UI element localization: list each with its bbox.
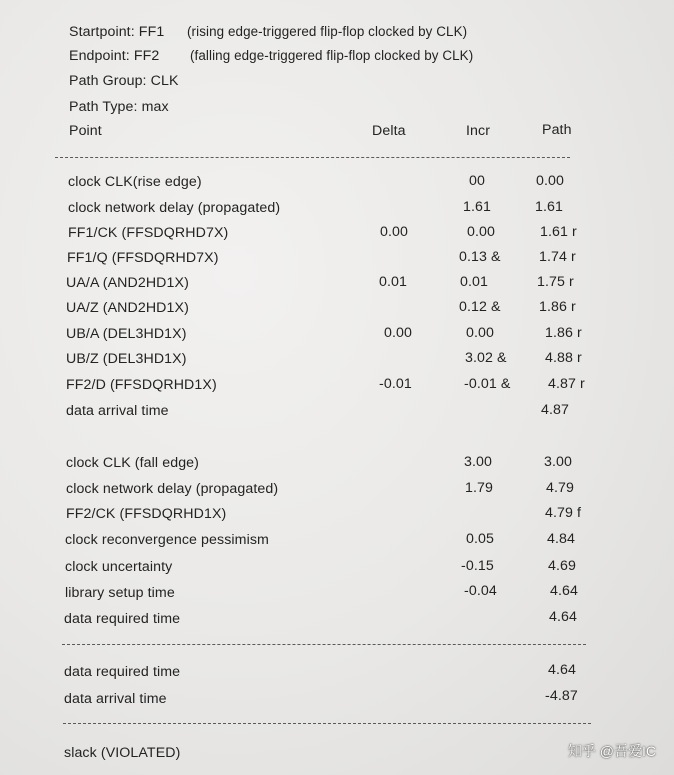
table-row-point: FF2/D (FFSDQRHD1X) [66, 377, 217, 393]
table-row-path: 4.84 [547, 531, 576, 547]
table-row-path: 3.00 [544, 454, 573, 470]
table-row-incr: 0.00 [466, 325, 495, 341]
table-row-point: clock network delay (propagated) [66, 481, 279, 497]
summary-required-label: data required time [64, 664, 181, 680]
table-row-point: clock CLK (fall edge) [66, 455, 199, 471]
endpoint-note: (falling edge-triggered flip-flop clocked by CLK) [190, 48, 474, 63]
data-required-time-value: 4.64 [549, 609, 578, 625]
table-row-incr: 00 [469, 173, 485, 189]
table-row-incr: -0.04 [464, 583, 497, 599]
table-row-incr: 0.12 & [459, 299, 501, 315]
table-row-point: UA/A (AND2HD1X) [66, 275, 189, 291]
table-row-incr: -0.01 & [464, 376, 511, 392]
table-row-delta: 0.01 [379, 274, 408, 290]
table-row-path: 1.75 r [537, 274, 574, 290]
column-header-point: Point [69, 123, 102, 139]
summary-arrival-label: data arrival time [64, 691, 167, 707]
slack-label: slack (VIOLATED) [64, 745, 181, 761]
data-arrival-time-label: data arrival time [66, 403, 169, 419]
required-divider [62, 644, 586, 645]
startpoint-note: (rising edge-triggered flip-flop clocked by CLK) [187, 24, 468, 39]
table-row-delta: 0.00 [380, 224, 409, 240]
table-row-path: 4.64 [550, 583, 579, 599]
summary-arrival-value: -4.87 [545, 688, 578, 704]
table-row-path: 1.61 [535, 199, 564, 215]
table-row-incr: 0.01 [460, 274, 489, 290]
table-row-point: library setup time [65, 585, 175, 601]
table-row-incr: 0.13 & [459, 249, 501, 265]
endpoint: Endpoint: FF2 [69, 48, 160, 64]
watermark-text: 知乎 @吾爱IC [567, 743, 656, 759]
data-required-time-label: data required time [64, 611, 181, 627]
table-row-path: 1.86 r [539, 299, 576, 315]
summary-divider [63, 723, 591, 724]
table-row-incr: 0.00 [467, 224, 496, 240]
table-row-delta: 0.00 [384, 325, 413, 341]
table-row-delta: -0.01 [379, 376, 412, 392]
header-divider [55, 157, 570, 158]
table-row-incr: 0.05 [466, 531, 495, 547]
table-row-point: UB/A (DEL3HD1X) [66, 326, 187, 342]
table-row-point: UA/Z (AND2HD1X) [66, 300, 189, 316]
table-row-incr: 1.61 [463, 199, 492, 215]
table-row-path: 1.74 r [539, 249, 576, 265]
watermark [568, 741, 656, 761]
table-row-path: 4.88 r [545, 350, 582, 366]
summary-required-value: 4.64 [548, 662, 577, 678]
column-header-incr: Incr [466, 123, 491, 139]
table-row-path: 4.79 [546, 480, 575, 496]
column-header-path: Path [542, 122, 572, 138]
table-row-path: 1.86 r [545, 325, 582, 341]
table-row-point: FF1/CK (FFSDQRHD7X) [68, 225, 229, 241]
path-type: Path Type: max [69, 99, 169, 115]
table-row-point: UB/Z (DEL3HD1X) [66, 351, 187, 367]
table-row-incr: -0.15 [461, 558, 494, 574]
startpoint: Startpoint: FF1 [69, 24, 165, 40]
table-row-point: clock CLK(rise edge) [68, 174, 202, 190]
table-row-point: clock uncertainty [65, 559, 173, 575]
table-row-path: 4.79 f [545, 505, 582, 521]
table-row-incr: 3.00 [464, 454, 493, 470]
table-row-incr: 1.79 [465, 480, 494, 496]
table-row-path: 4.87 r [548, 376, 585, 392]
table-row-point: clock network delay (propagated) [68, 200, 281, 216]
table-row-point: FF2/CK (FFSDQRHD1X) [66, 506, 227, 522]
table-row-path: 1.61 r [540, 224, 577, 240]
path-group: Path Group: CLK [69, 73, 179, 89]
column-header-delta: Delta [372, 123, 406, 139]
table-row-path: 4.69 [548, 558, 577, 574]
table-row-incr: 3.02 & [465, 350, 507, 366]
data-arrival-time-value: 4.87 [541, 402, 570, 418]
table-row-point: clock reconvergence pessimism [65, 532, 269, 548]
table-row-point: FF1/Q (FFSDQRHD7X) [67, 250, 219, 266]
table-row-path: 0.00 [536, 173, 565, 189]
